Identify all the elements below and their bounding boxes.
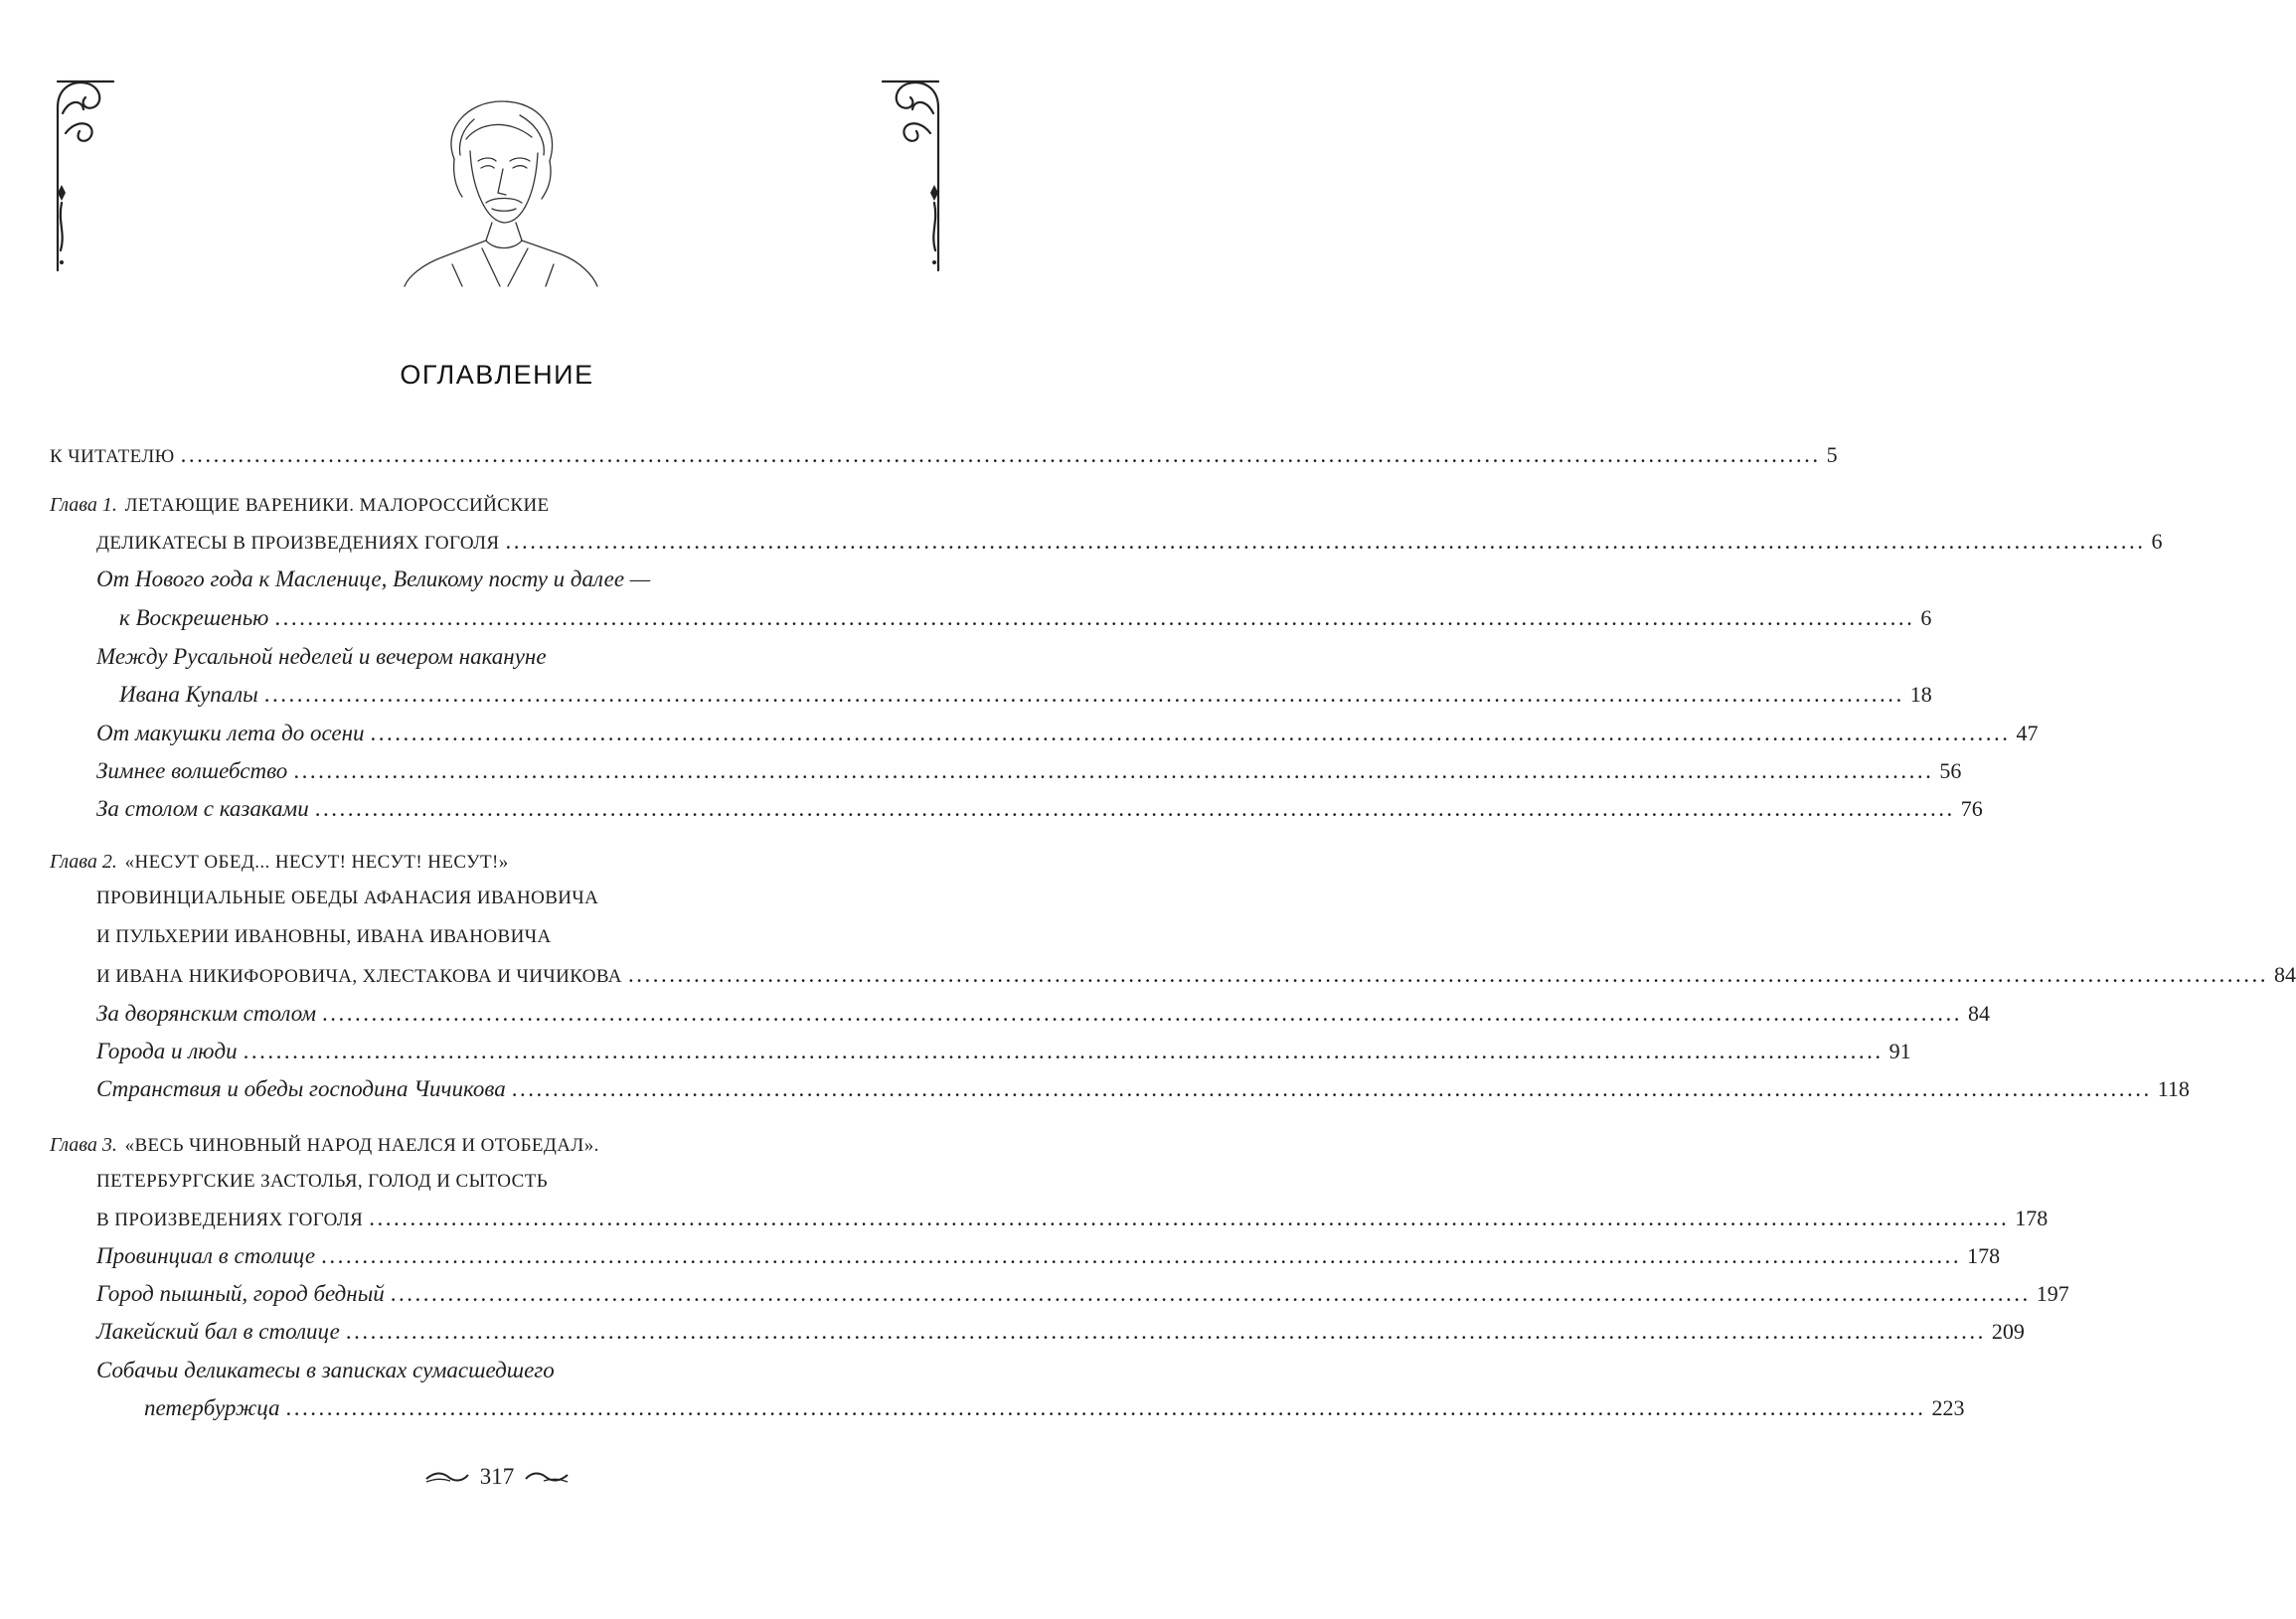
chapter-title-text: ЛЕТАЮЩИЕ ВАРЕНИКИ. МАЛОРОССИЙСКИЕ [124, 495, 550, 516]
section-title-text: За столом с казаками [96, 796, 309, 821]
chapter-2-title-line-3[interactable]: И ПУЛЬХЕРИИ ИВАНОВНЫ, ИВАНА ИВАНОВИЧА [96, 926, 552, 947]
toc-page-number: 84 [2273, 962, 2296, 987]
leader-dots: ........................................................................................................................................................................................................ [627, 962, 2268, 987]
leader-dots: ........................................................................................................................................................................................................ [345, 1319, 1986, 1344]
chapter-1-title-line-1[interactable] [50, 487, 550, 521]
chapter-title-text: «НЕСУТ ОБЕД... НЕСУТ! НЕСУТ! НЕСУТ!» [124, 852, 509, 873]
section-3-3[interactable] [96, 1315, 2025, 1349]
leader-dots: ........................................................................................................................................................................................................ [274, 605, 1915, 630]
chapter-title-text: «ВЕСЬ ЧИНОВНЫЙ НАРОД НАЕЛСЯ И ОТОБЕДАЛ». [124, 1135, 599, 1156]
toc-page-number: 209 [1991, 1319, 2025, 1344]
leader-dots: ........................................................................................................................................................................................................ [321, 1243, 1962, 1268]
toc-page-number: 56 [1939, 758, 1962, 783]
leader-dots: ........................................................................................................................................................................................................ [243, 1039, 1884, 1063]
leader-dots: ........................................................................................................................................................................................................ [285, 1395, 1926, 1420]
section-2-1[interactable] [96, 997, 1991, 1031]
section-3-2[interactable] [96, 1277, 2069, 1311]
swash-right-icon [524, 1470, 570, 1484]
chapter-title-text: ДЕЛИКАТЕСЫ В ПРОИЗВЕДЕНИЯХ ГОГОЛЯ [96, 533, 500, 554]
page-folio [0, 1457, 994, 1497]
chapter-prefix: Глава 2. [50, 851, 117, 873]
toc-page-number: 223 [1931, 1395, 1965, 1420]
section-1-4[interactable] [96, 754, 1962, 788]
leader-dots: ........................................................................................................................................................................................................ [293, 758, 1934, 783]
toc-page-number: 6 [2151, 529, 2163, 554]
toc-page-number: 178 [2015, 1206, 2049, 1230]
section-1-2-line-1[interactable]: Между Русальной неделей и вечером накануне [96, 644, 547, 669]
chapter-2-title-line-4[interactable] [96, 958, 2296, 992]
chapter-title-text: В ПРОИЗВЕДЕНИЯХ ГОГОЛЯ [96, 1210, 364, 1230]
leader-dots: ........................................................................................................................................................................................................ [180, 442, 1821, 467]
toc-page-number: 197 [2036, 1281, 2069, 1306]
section-title-text: Ивана Купалы [119, 682, 258, 707]
chapter-prefix: Глава 3. [50, 1134, 117, 1156]
chapter-1-title-line-2[interactable] [96, 525, 2163, 559]
chapter-3-title-line-3[interactable] [96, 1202, 2049, 1235]
chapter-3-title-line-1[interactable] [50, 1127, 599, 1161]
ornament-corner-right-icon [881, 74, 944, 272]
section-2-2[interactable] [96, 1035, 1911, 1068]
section-3-4-line-1[interactable]: Собачьи деликатесы в записках сумасшедшего [96, 1358, 555, 1382]
section-2-3[interactable] [96, 1072, 2190, 1106]
section-3-1[interactable] [96, 1239, 2001, 1273]
section-title-text: От макушки лета до осени [96, 721, 365, 745]
leader-dots: ........................................................................................................................................................................................................ [370, 721, 2011, 745]
leader-dots: ........................................................................................................................................................................................................ [390, 1281, 2031, 1306]
section-title-text: Провинциал в столице [96, 1243, 316, 1268]
section-1-2-line-2[interactable] [119, 678, 1932, 712]
section-3-4-line-2[interactable] [144, 1391, 1965, 1425]
section-1-1-line-1[interactable]: От Нового года к Масленице, Великому посту и далее — [96, 567, 651, 591]
leader-dots: ........................................................................................................................................................................................................ [314, 796, 1955, 821]
page-title: ОГЛАВЛЕНИЕ [400, 360, 594, 390]
section-title-text: Город пышный, город бедный [96, 1281, 385, 1306]
chapter-3-title-line-2[interactable]: ПЕТЕРБУРГСКИЕ ЗАСТОЛЬЯ, ГОЛОД И СЫТОСТЬ [96, 1171, 549, 1192]
toc-page-number: 76 [1960, 796, 1983, 821]
section-title-text: петербуржца [144, 1395, 280, 1420]
section-title-text: Лакейский бал в столице [96, 1319, 340, 1344]
leader-dots: ........................................................................................................................................................................................................ [369, 1206, 2010, 1230]
section-title-text: Зимнее волшебство [96, 758, 288, 783]
leader-dots: ........................................................................................................................................................................................................ [505, 529, 2146, 554]
leader-dots: ........................................................................................................................................................................................................ [322, 1001, 1963, 1026]
chapter-prefix: Глава 1. [50, 494, 117, 516]
section-title-text: к Воскрешенью [119, 605, 269, 630]
ornament-corner-left-icon [52, 74, 115, 272]
author-portrait-sketch [383, 89, 621, 288]
toc-page-number: 18 [1909, 682, 1932, 707]
toc-entry-label: К ЧИТАТЕЛЮ [50, 446, 175, 467]
toc-page-number: 6 [1920, 605, 1932, 630]
chapter-title-text: И ИВАНА НИКИФОРОВИЧА, ХЛЕСТАКОВА И ЧИЧИКОВА [96, 966, 622, 987]
section-title-text: Города и люди [96, 1039, 238, 1063]
toc-page-number: 118 [2157, 1076, 2190, 1101]
toc-page-number: 178 [1967, 1243, 2001, 1268]
section-1-3[interactable] [96, 717, 2039, 750]
toc-entry-foreword[interactable] [50, 438, 1838, 472]
chapter-2-title-line-1[interactable] [50, 844, 509, 878]
toc-page-number: 91 [1888, 1039, 1911, 1063]
leader-dots: ........................................................................................................................................................................................................ [263, 682, 1904, 707]
section-1-5[interactable] [96, 792, 1983, 826]
section-1-1-line-2[interactable] [119, 601, 1932, 635]
chapter-2-title-line-2[interactable]: ПРОВИНЦИАЛЬНЫЕ ОБЕДЫ АФАНАСИЯ ИВАНОВИЧА [96, 888, 599, 908]
toc-page-number: 84 [1968, 1001, 1991, 1026]
toc-page-number: 47 [2016, 721, 2039, 745]
section-title-text: За дворянским столом [96, 1001, 317, 1026]
section-title-text: Странствия и обеды господина Чичикова [96, 1076, 506, 1101]
swash-left-icon [424, 1470, 470, 1484]
toc-page-number: 5 [1826, 442, 1838, 467]
leader-dots: ........................................................................................................................................................................................................ [511, 1076, 2152, 1101]
page-number: 317 [479, 1464, 515, 1489]
